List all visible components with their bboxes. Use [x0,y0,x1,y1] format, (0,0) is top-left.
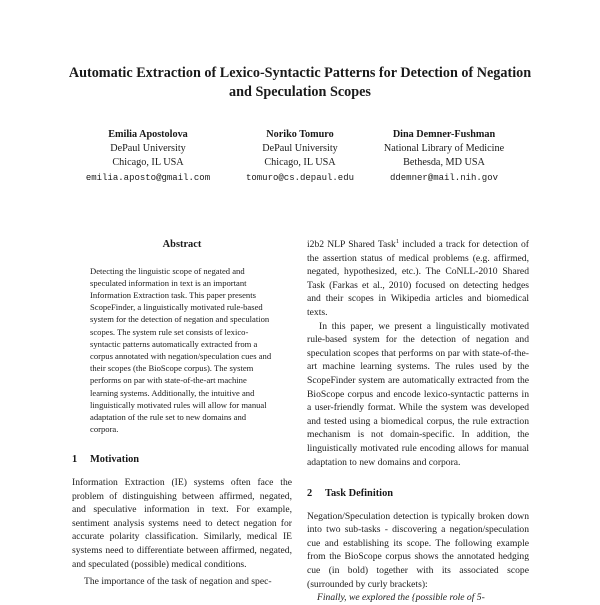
author-name: Noriko Tomuro [266,129,334,140]
abstract-heading: Abstract [162,239,202,250]
section-title: Task Definition [325,488,394,500]
section-heading [72,453,292,467]
paper-title: Automatic Extraction of Lexico-Syntactic Patterns for Detection of Negation and Speculation Scopes [68,65,532,100]
paragraph: In this paper, we present a linguistically motivated rule-based system for the detection of negation and speculation scopes that performs on par with state-of-the-art machine learning systems. The rules used by the ScopeFinder system are automatically extracted from the BioScope corpus and encode lexico-syntactic patterns in a user-friendly format. While the system was developed and tested using a biomedical corpus, the rule extraction mechanism is not domain-specific. In addition, the linguistically motivated rule encoding allows for manual adaptation to new domains and corpora. [307,320,529,468]
right-column [307,238,529,605]
footnote-mark: 1 [395,237,400,245]
author-location: Chicago, IL USA [112,157,184,168]
example-sentence: Finally, we explored the {possible role of 5- [317,592,485,604]
paragraph: Negation/Speculation detection is typically broken down into two sub-tasks - discovering a negation/speculation cue and establishing its scope. The following example from the BioScope corpus shows the annotated hedging cue (in bold) together with its associated scope (surrounded by curly brackets): [307,510,529,590]
author-affiliation: National Library of Medicine [383,143,505,154]
author-email: ddemner@mail.nih.gov [389,173,499,183]
section-number: 1 [72,454,78,466]
author-block [356,128,532,186]
author-name: Dina Demner-Fushman [392,129,496,140]
author-affiliation: DePaul University [110,143,186,154]
paragraph [307,238,529,320]
author-email: emilia.aposto@gmail.com [85,173,211,183]
author-name: Emilia Apostolova [108,129,188,140]
paragraph-text: included a track for detection of the assertion status of medical problems (e.g. affirmed, negated, hypothesized, etc.). The CoNLL-2010 Shared Task (Farkas et al., 2010) focused on detecting hedges and their scopes in Wikipedia articles and biomedical texts. [307,239,529,318]
left-column [72,238,292,589]
abstract-text: Detecting the linguistic scope of negated and speculated information in text is an important Information Extraction task. This paper presents ScopeFinder, a linguistically motivated rule-based system for the detection of negation and speculation scopes. The system rule set consists of lexico-syntactic patterns automatically extracted from a corpus annotated with negation/speculation cues and their scopes (the BioScope corpus). The system performs on par with state-of-the-art machine learning systems. Additionally, the intuitive and linguistically motivated rules will allow for manual adaptation of the rule set to new domains and corpora. [90,265,272,435]
paragraph: Information Extraction (IE) systems often face the problem of distinguishing between affirmed, negated, and speculative information in text. For example, sentiment analysis systems need to detect negation for accurate polarity classification. Similarly, medical IE systems need to differentiate between affirmed, negated, and speculated (possible) medical conditions. [72,477,292,570]
paragraph-text: i2b2 NLP Shared Task [307,239,396,250]
paragraph: The importance of the task of negation and spec- [84,576,272,588]
section-number: 2 [307,488,313,500]
section-title: Motivation [90,454,140,466]
author-block [60,128,236,186]
section-heading [307,487,529,501]
author-email: tomuro@cs.depaul.edu [245,173,355,183]
author-location: Chicago, IL USA [264,157,336,168]
author-affiliation: DePaul University [262,143,338,154]
author-location: Bethesda, MD USA [403,157,485,168]
